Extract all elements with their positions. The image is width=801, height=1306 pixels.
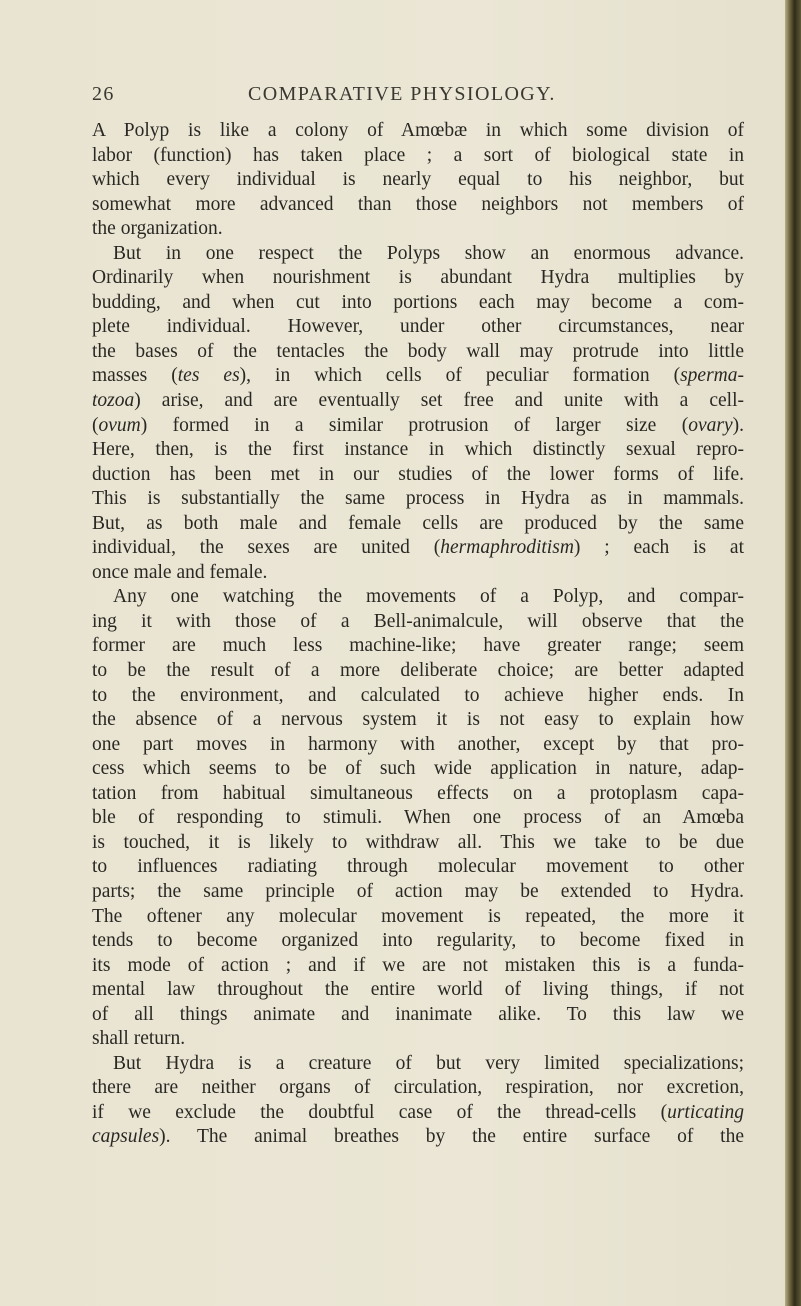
text-line: Here, then, is the first instance in which distinctly sexual repro- xyxy=(92,439,744,461)
text-line: its mode of action ; and if we are not mistaken this is a funda- xyxy=(92,954,744,976)
italic-term: hermaphroditism xyxy=(440,537,574,559)
running-title: COMPARATIVE PHYSIOLOGY. xyxy=(248,83,556,105)
page-edge-shadow xyxy=(785,0,801,1306)
text-line: parts; the same principle of action may be extended to Hydra. xyxy=(92,880,744,902)
text-line: one part moves in harmony with another, except by that pro- xyxy=(92,733,744,755)
text-line: ing it with those of a Bell-animalcule, will observe that the xyxy=(92,610,744,632)
text-line: But in one respect the Polyps show an enormous advance. xyxy=(113,242,744,264)
italic-term: sperma- xyxy=(680,365,744,387)
text-line: capsules). The animal breathes by the entire surface of the xyxy=(92,1126,744,1148)
text-line: Ordinarily when nourishment is abundant Hydra multiplies by xyxy=(92,267,744,289)
text-line: former are much less machine-like; have greater range; seem xyxy=(92,635,744,657)
text-line: shall return. xyxy=(92,1028,186,1050)
running-head xyxy=(0,83,801,111)
text-line: ble of responding to stimuli. When one process of an Amœba xyxy=(92,807,744,829)
text-line: which every individual is nearly equal to his neighbor, but xyxy=(92,169,744,191)
text-line: individual, the sexes are united (hermaphroditism) ; each is at xyxy=(92,537,744,559)
text-line: to influences radiating through molecular movement to other xyxy=(92,856,744,878)
text-line: But Hydra is a creature of but very limited specializations; xyxy=(113,1052,744,1074)
body-text xyxy=(92,119,744,1150)
text-line: to the environment, and calculated to achieve higher ends. In xyxy=(92,684,744,706)
text-line: duction has been met in our studies of the lower forms of life. xyxy=(92,463,744,485)
text-line: This is substantially the same process in Hydra as in mammals. xyxy=(92,488,744,510)
text-line: is touched, it is likely to withdraw all. This we take to be due xyxy=(92,831,744,853)
text-line: Any one watching the movements of a Polyp, and compar- xyxy=(113,586,744,608)
italic-term: urticating xyxy=(667,1101,744,1123)
text-line: of all things animate and inanimate alike. To this law we xyxy=(92,1003,744,1025)
text-line: But, as both male and female cells are produced by the same xyxy=(92,512,744,534)
text-line: plete individual. However, under other circumstances, near xyxy=(92,316,744,338)
italic-term: capsules xyxy=(92,1126,160,1148)
text-line: once male and female. xyxy=(92,561,268,583)
text-line: The oftener any molecular movement is repeated, the more it xyxy=(92,905,744,927)
text-line: somewhat more advanced than those neighbors not members of xyxy=(92,193,744,215)
text-line: there are neither organs of circulation, respiration, nor excretion, xyxy=(92,1077,744,1099)
italic-term: tozoa xyxy=(92,390,135,412)
text-line: labor (function) has taken place ; a sort of biological state in xyxy=(92,144,744,166)
italic-term: ovary xyxy=(688,414,733,436)
page-number: 26 xyxy=(92,83,115,105)
text-line: the absence of a nervous system it is not easy to explain how xyxy=(92,709,744,731)
text-line: tation from habitual simultaneous effects on a protoplasm capa- xyxy=(92,782,744,804)
text-line: mental law throughout the entire world of living things, if not xyxy=(92,979,744,1001)
text-line: A Polyp is like a colony of Amœbæ in which some division of xyxy=(92,120,744,141)
text-line: to be the result of a more deliberate choice; are better adapted xyxy=(92,660,744,682)
text-line: if we exclude the doubtful case of the thread-cells (urticating xyxy=(92,1101,744,1123)
text-line: the organization. xyxy=(92,218,223,240)
text-line: budding, and when cut into portions each may become a com- xyxy=(92,291,744,313)
text-line: tozoa) arise, and are eventually set free and unite with a cell- xyxy=(92,390,744,412)
text-line: cess which seems to be of such wide application in nature, adap- xyxy=(92,758,744,780)
text-line: masses (tes es), in which cells of peculiar formation (sperma- xyxy=(92,365,744,387)
text-line: the bases of the tentacles the body wall may protrude into little xyxy=(92,340,744,362)
text-line: (ovum) formed in a similar protrusion of larger size (ovary). xyxy=(92,414,744,436)
text-line: tends to become organized into regularity, to become fixed in xyxy=(92,930,744,952)
italic-term: tes es xyxy=(177,365,240,387)
italic-term: ovum xyxy=(98,414,141,436)
